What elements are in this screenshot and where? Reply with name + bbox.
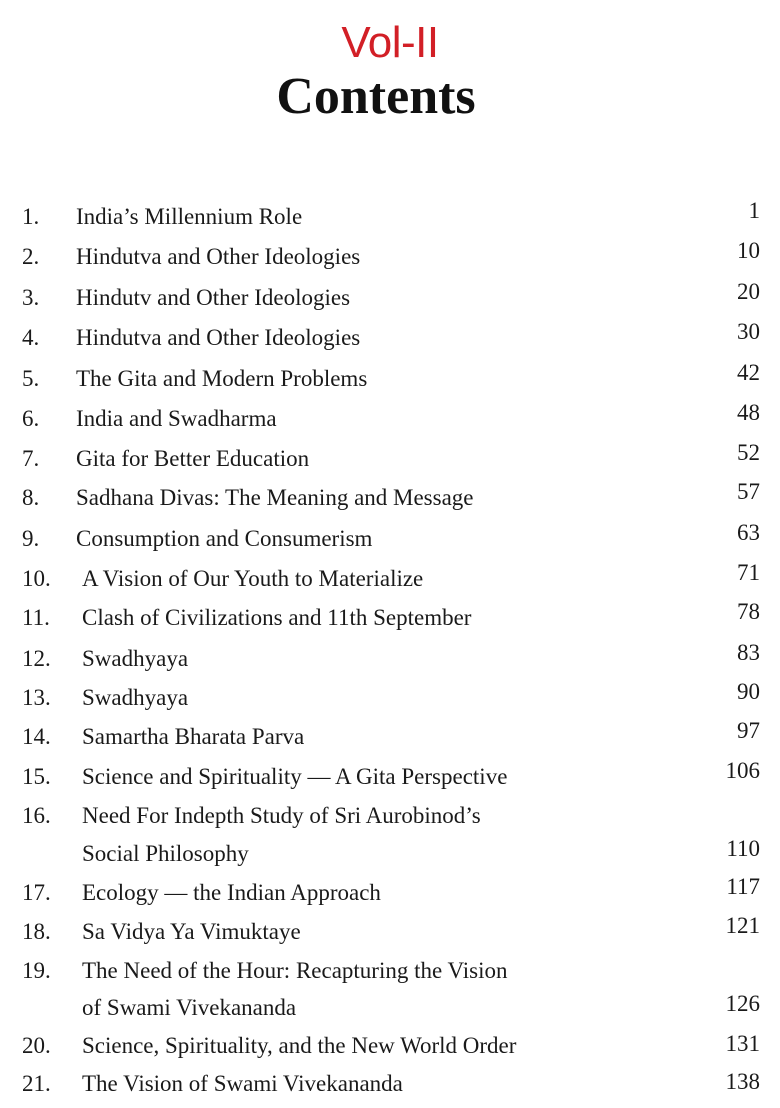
entry-page: 71 [737,560,760,585]
entry-title: Sadhana Divas: The Meaning and Message [76,485,474,510]
entry-title: Need For Indepth Study of Sri Aurobinod’s [82,803,481,828]
entry-page: 121 [725,913,760,938]
entry-title: The Vision of Swami Vivekananda [82,1071,403,1096]
entry-page: 97 [737,718,760,743]
entry-title: A Vision of Our Youth to Materialize [82,566,424,591]
page-title: Contents [276,68,476,125]
entry-title: Swadhyaya [82,685,189,710]
entry-title: Sa Vidya Ya Vimuktaye [82,919,301,944]
entry-number: 4. [22,325,40,350]
entry-page: 138 [725,1069,760,1094]
entry-title: Consumption and Consumerism [76,526,373,551]
entry-page: 1 [748,198,760,223]
entry-number: 6. [22,406,40,431]
entry-page: 57 [737,479,760,504]
entry-title: Hindutva and Other Ideologies [76,325,361,350]
entry-title: Gita for Better Education [76,446,310,471]
entry-page: 110 [726,836,760,861]
entry-number: 15. [22,764,51,789]
entry-page: 117 [726,874,760,899]
entry-page: 83 [737,640,760,665]
entry-page: 131 [725,1031,760,1056]
entry-number: 19. [22,958,51,983]
entry-number: 16. [22,803,51,828]
entry-number: 20. [22,1033,51,1058]
entry-page: 63 [737,520,760,545]
entry-number: 18. [22,919,51,944]
entry-page: 90 [737,679,760,704]
entry-title: The Gita and Modern Problems [76,366,368,391]
entry-number: 5. [22,366,40,391]
entry-page: 78 [737,599,760,624]
entry-number: 10. [22,566,51,591]
entry-number: 14. [22,724,51,749]
entry-page: 30 [737,319,760,344]
entry-number: 12. [22,646,51,671]
entry-title: Hindutva and Other Ideologies [76,244,361,269]
entry-page: 52 [737,440,760,465]
entry-number: 3. [22,285,40,310]
entry-number: 2. [22,244,40,269]
entry-number: 13. [22,685,51,710]
entry-title: India’s Millennium Role [76,204,303,229]
entry-title-continuation: of Swami Vivekananda [82,995,297,1020]
entry-page: 20 [737,279,760,304]
entry-number: 11. [22,605,50,630]
entry-title-continuation: Social Philosophy [82,841,249,866]
entry-title: Science, Spirituality, and the New World Order [82,1033,517,1058]
entry-number: 8. [22,485,40,510]
entry-number: 9. [22,526,40,551]
entry-number: 1. [22,204,40,229]
entry-title: The Need of the Hour: Recapturing the Vision [82,958,508,983]
entry-title: Samartha Bharata Parva [82,724,305,749]
entry-title: Ecology — the Indian Approach [82,880,381,905]
entry-number: 21. [22,1071,51,1096]
entry-page: 42 [737,360,760,385]
entry-page: 106 [725,758,760,783]
entry-title: Science and Spirituality — A Gita Perspective [82,764,508,789]
entry-title: Hindutv and Other Ideologies [76,285,351,310]
entry-title: India and Swadharma [76,406,277,431]
entry-number: 17. [22,880,51,905]
entry-page: 48 [737,400,760,425]
entry-page: 10 [737,238,760,263]
entry-number: 7. [22,446,40,471]
volume-label: Vol-II [341,18,439,67]
entry-title: Swadhyaya [82,646,189,671]
entry-title: Clash of Civilizations and 11th September [82,605,472,630]
entry-page: 126 [725,991,760,1016]
